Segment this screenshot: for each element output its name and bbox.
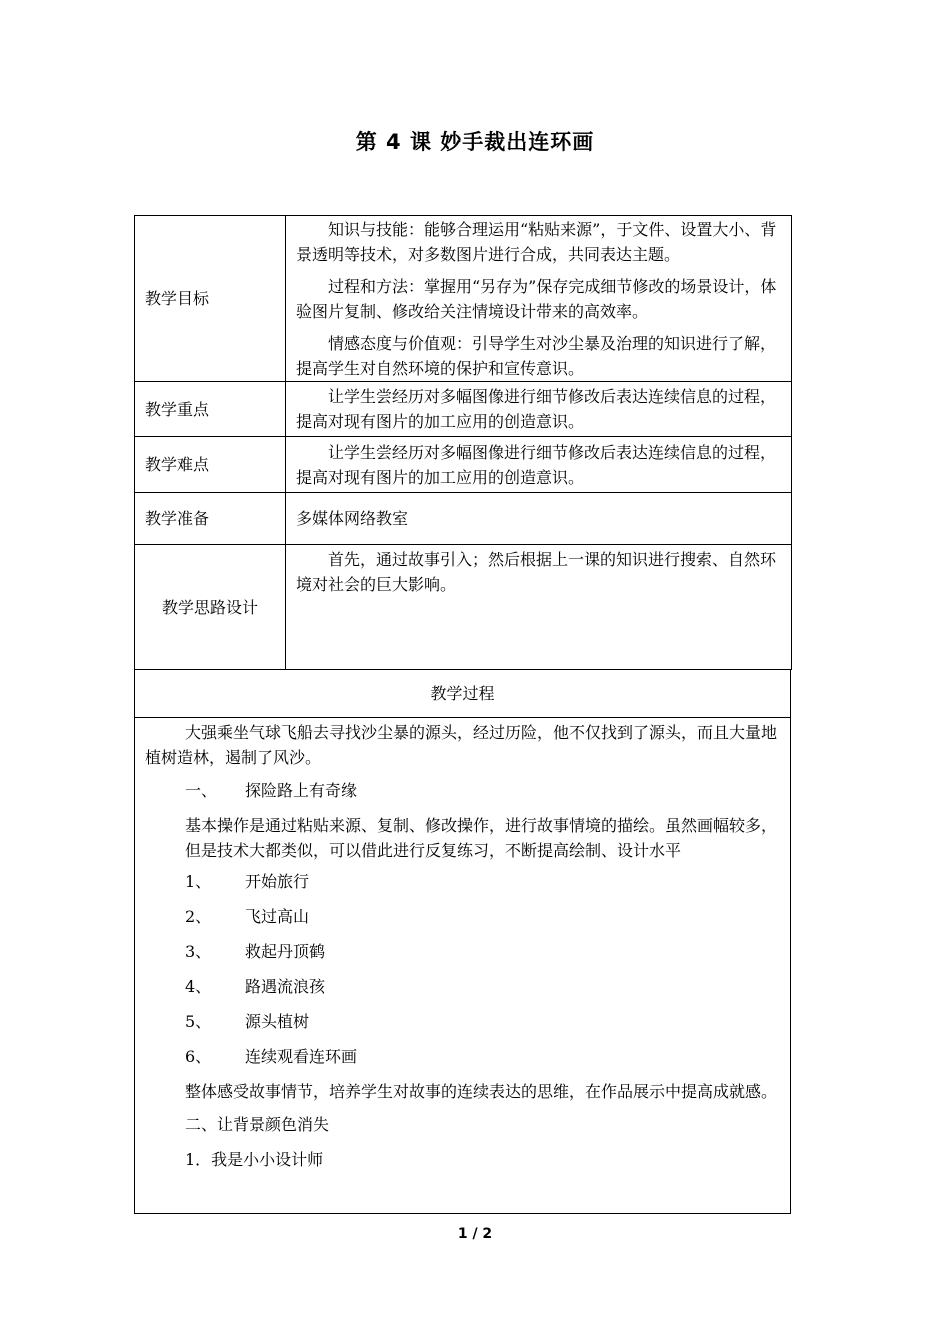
preparation-label: 教学准备: [135, 493, 286, 545]
subsection-1: 1．我是小小设计师: [185, 1150, 324, 1169]
section-2-heading: 二、让背景颜色消失: [185, 1115, 330, 1134]
difficulties-content: 让学生尝经历对多幅图像进行细节修改后表达连续信息的过程，提高对现有图片的加工应用的创造意识。: [286, 437, 792, 493]
story-intro: 大强乘坐气球飞船去寻找沙尘暴的源头，经过历险，他不仅找到了源头，而且大量地植树造林，遏制了风沙。: [145, 723, 778, 767]
lesson-info-table: [134, 215, 792, 670]
key-points-label: 教学重点: [135, 382, 286, 437]
teaching-process-box: [134, 669, 791, 1214]
teaching-process-heading: 教学过程: [135, 670, 790, 718]
basic-operations: 基本操作是通过粘贴来源、复制、修改操作，进行故事情境的描绘。虽然画幅较多，但是技术大都类似，可以借此进行反复练习，不断提高绘制、设计水平: [185, 816, 778, 860]
key-points-content: 让学生尝经历对多幅图像进行细节修改后表达连续信息的过程，提高对现有图片的加工应用的创造意识。: [286, 382, 792, 437]
objective-process: 过程和方法：掌握用“另存为”保存完成细节修改的场景设计，体验图片复制、修改给关注情境设计带来的高效率。: [296, 276, 777, 321]
preparation-content: 多媒体网络教室: [286, 493, 792, 545]
list-item: 1、 开始旅行: [185, 872, 310, 891]
design-label: 教学思路设计: [135, 545, 286, 670]
difficulties-label: 教学难点: [135, 437, 286, 493]
objectives-content: [286, 216, 792, 382]
summary: 整体感受故事情节，培养学生对故事的连续表达的思维，在作品展示中提高成就感。: [185, 1082, 778, 1101]
preparation-row: [135, 493, 792, 545]
objective-attitude: 情感态度与价值观：引导学生对沙尘暴及治理的知识进行了解，提高学生对自然环境的保护和宣传意识。: [296, 333, 777, 378]
list-item: 3、 救起丹顶鹤: [185, 942, 326, 961]
objectives-row: [135, 216, 792, 382]
list-item: 4、 路遇流浪孩: [185, 977, 326, 996]
key-points-row: [135, 382, 792, 437]
page-number: 1 / 2: [457, 1226, 493, 1242]
design-row: [135, 545, 792, 670]
design-content: 首先，通过故事引入；然后根据上一课的知识进行搜索、自然环境对社会的巨大影响。: [286, 545, 792, 670]
objectives-label: 教学目标: [135, 216, 286, 382]
list-item: 5、 源头植树: [185, 1012, 310, 1031]
section-1-heading: 一、 探险路上有奇缘: [185, 781, 358, 800]
teaching-process-body: [135, 718, 790, 1172]
objective-knowledge: 知识与技能：能够合理运用“粘贴来源”，于文件、设置大小、背景透明等技术，对多数图片进行合成，共同表达主题。: [296, 219, 777, 264]
list-item: 6、 连续观看连环画: [185, 1047, 358, 1066]
list-item: 2、 飞过高山: [185, 907, 310, 926]
page-title: 第 4 课 妙手裁出连环画: [355, 130, 595, 154]
difficulties-row: [135, 437, 792, 493]
